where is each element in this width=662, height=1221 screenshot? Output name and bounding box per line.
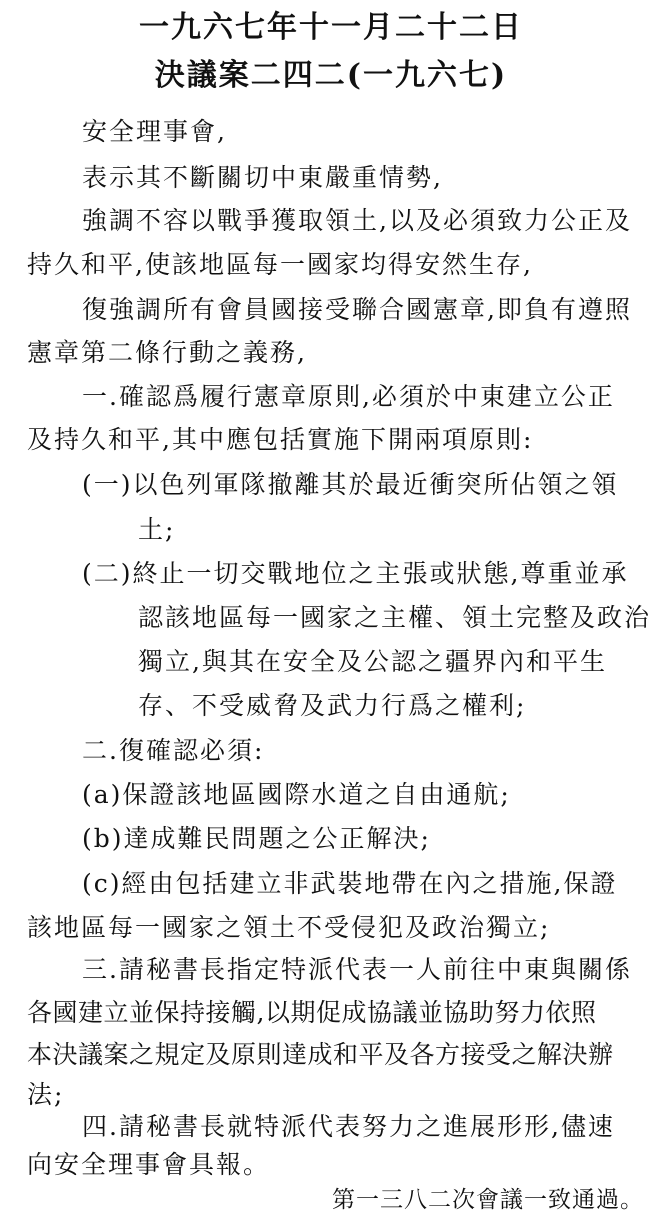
preamble-charter-line-2: 憲章第二條行動之義務,	[27, 338, 307, 367]
clause-4-line-2: 向安全理事會具報。	[27, 1150, 271, 1179]
clause-1-line-1: 一.確認爲履行憲章原則,必須於中東建立公正	[82, 382, 615, 411]
clause-1-ii-line-1: (二)終止一切交戰地位之主張或狀態,尊重並承	[82, 559, 629, 588]
clause-1-i-line-1: (一)以色列軍隊撤離其於最近衝突所佔領之領	[82, 470, 619, 499]
clause-2-line-1: 二.復確認必須:	[82, 736, 265, 765]
resolution-title: 決議案二四二(一九六七)	[154, 58, 508, 93]
clause-2-c-line-1: (c)經由包括建立非武裝地帶在內之措施,保證	[82, 869, 618, 898]
preamble-charter-line-1: 復強調所有會員國接受聯合國憲章,即負有遵照	[82, 295, 632, 324]
clause-3-line-4: 法;	[27, 1080, 65, 1109]
adoption-note: 第一三八二次會議一致通過。	[332, 1187, 644, 1213]
preamble-addressee: 安全理事會,	[82, 117, 227, 146]
clause-1-ii-line-3: 獨立,與其在安全及公認之疆界內和平生	[138, 647, 607, 676]
clause-2-a: (a)保證該地區國際水道之自由通航;	[82, 780, 511, 809]
clause-1-line-2: 及持久和平,其中應包括實施下開兩項原則:	[27, 425, 534, 454]
clause-4-line-1: 四.請秘書長就特派代表努力之進展形形,儘速	[82, 1112, 615, 1141]
clause-1-ii-line-2: 認該地區每一國家之主權、領土完整及政治	[138, 603, 652, 632]
clause-1-i-line-2: 土;	[138, 515, 176, 544]
clause-3-line-1: 三.請秘書長指定特派代表一人前往中東與關係	[82, 955, 632, 984]
clause-3-line-3: 本決議案之規定及原則達成和平及各方接受之解決辦	[27, 1040, 614, 1069]
clause-2-c-line-2: 該地區每一國家之領土不受侵犯及政治獨立;	[27, 913, 551, 942]
clause-3-line-2: 各國建立並保持接觸,以期促成協議並協助努力依照	[27, 998, 597, 1027]
clause-1-ii-line-4: 存、不受威脅及武力行爲之權利;	[138, 691, 527, 720]
resolution-date: 一九六七年十一月二十二日	[139, 10, 523, 45]
preamble-concern: 表示其不斷關切中東嚴重情勢,	[82, 163, 443, 192]
preamble-emphasis-line-1: 強調不容以戰爭獲取領土,以及必須致力公正及	[82, 206, 632, 235]
clause-2-b: (b)達成難民問題之公正解決;	[82, 824, 431, 853]
preamble-emphasis-line-2: 持久和平,使該地區每一國家均得安然生存,	[27, 250, 533, 279]
